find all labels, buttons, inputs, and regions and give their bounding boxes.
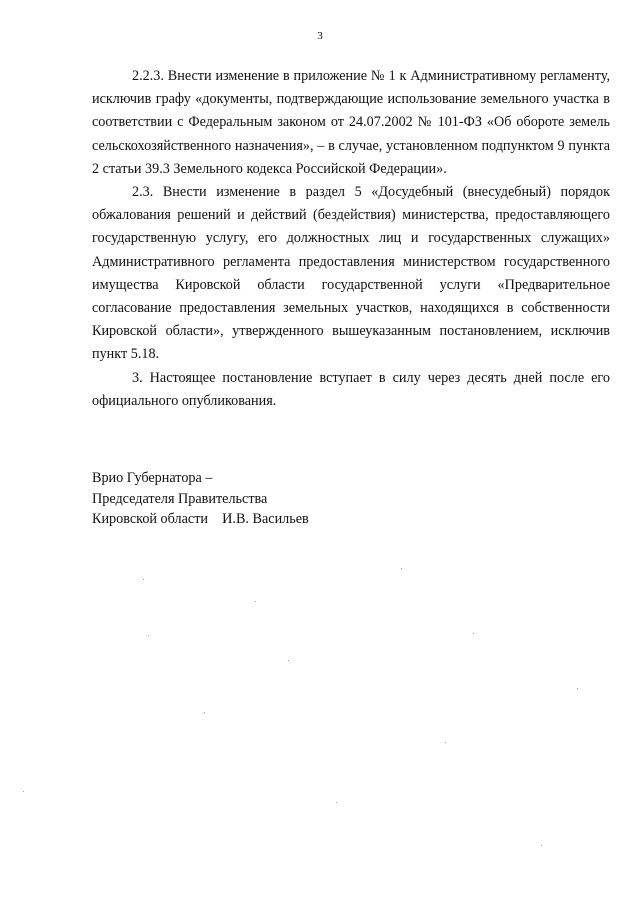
signature-block (92, 468, 309, 530)
scan-speck (255, 601, 256, 602)
scan-speck (577, 688, 578, 689)
scan-speck (23, 791, 24, 792)
paragraph-2-3: 2.3. Внести изменение в раздел 5 «Досудебный (внесудебный) порядок обжалования решений и действий (бездействия) министерства, предоставляющего государственную услугу, его должностных лиц и государственных служащих» Административного регламента предоставления министерством государственного имущества Кировской области государственной услуги «Предварительное согласование предоставления земельных участков, находящихся в собственности Кировской области», утвержденного вышеуказанным постановлением, исключив пункт 5.18. (92, 184, 610, 363)
signature-position-line: Врио Губернатора – (92, 470, 213, 486)
signature-title-line: Председателя Правительства (92, 490, 268, 507)
scan-speck (401, 568, 402, 569)
signature-name-line: Кировской области И.В. Васильев (92, 511, 309, 527)
document-body (92, 65, 610, 413)
scan-speck (148, 635, 149, 636)
scan-speck (473, 633, 474, 634)
scan-speck (336, 802, 337, 803)
scan-speck (204, 712, 205, 713)
paragraph-2-2-3: 2.2.3. Внести изменение в приложение № 1 к Административному регламенту, исключив графу «документы, подтверждающие использование земельного участка в соответствии с Федеральным законом от 24.07.2002 № 101-ФЗ «Об обороте земель сельскохозяйственного назначения», – в случае, установленном подпунктом 9 пункта 2 статьи 39.3 Земельного кодекса Российской Федерации». (92, 68, 610, 177)
scan-speck (445, 742, 446, 743)
paragraph-3: 3. Настоящее постановление вступает в силу через десять дней после его официального опубликования. (92, 369, 610, 409)
scan-speck (143, 579, 144, 580)
scan-speck (288, 660, 289, 661)
page-number: 3 (317, 30, 323, 42)
scan-speck (541, 845, 542, 846)
